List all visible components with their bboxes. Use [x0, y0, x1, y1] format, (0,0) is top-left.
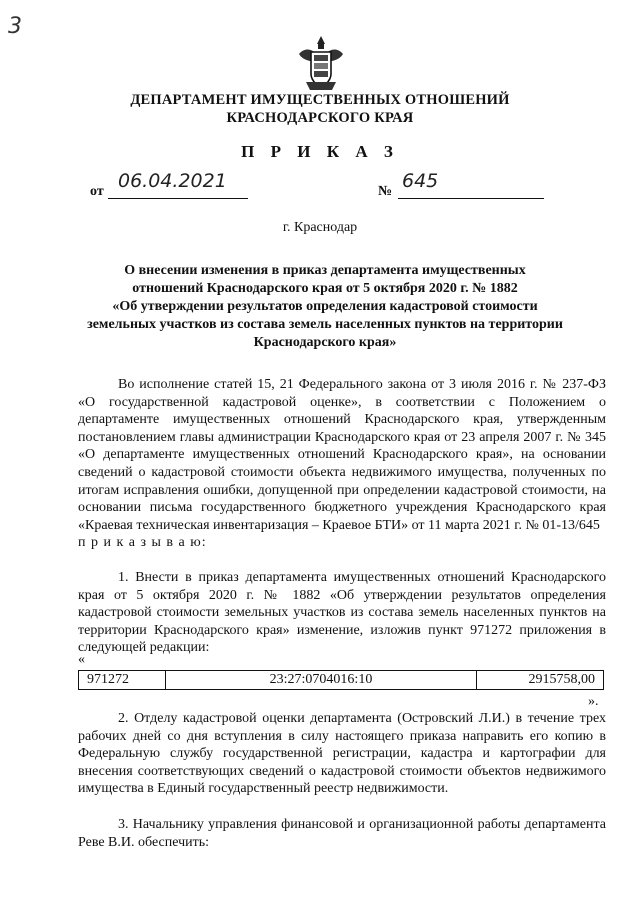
item-2-text: 2. Отделу кадастровой оценки департамента (Островский Л.И.) в течение трех рабочих дней со дня вступления в силу настоящего приказа направить его копию в Федеральную службу государственной регистрации, кадастра и картографии для внесения соответствующих сведений о кадастровой стоимости объектов недвижимого имущества в Единый государственный реестр недвижимости. — [78, 711, 606, 797]
quote-open: « — [78, 652, 85, 667]
order-date: 06.04.2021 — [118, 170, 227, 192]
table-row — [79, 671, 604, 690]
number-field — [398, 170, 544, 199]
cadastral-table — [78, 670, 604, 690]
department-name-line1: ДЕПАРТАМЕНТ ИМУЩЕСТВЕННЫХ ОТНОШЕНИЙ — [130, 92, 510, 108]
city: г. Краснодар — [282, 220, 358, 235]
preamble-block — [78, 376, 606, 552]
table-cell-cadastral: 23:27:0704016:10 — [166, 671, 477, 690]
order-word: п р и к а з ы в а ю: — [78, 535, 207, 551]
table-cell-number: 971272 — [79, 671, 166, 690]
coat-of-arms-icon — [296, 34, 346, 92]
order-number: 645 — [402, 170, 439, 192]
subject-line-3: «Об утверждении результатов определения кадастровой стоимости — [112, 299, 538, 314]
subject-line-2: отношений Краснодарского края от 5 октября 2020 г. № 1882 — [132, 281, 518, 296]
date-field — [108, 170, 248, 199]
subject-line-1: О внесении изменения в приказ департамента имущественных — [124, 263, 526, 278]
preamble: Во исполнение статей 15, 21 Федерального закона от 3 июля 2016 г. № 237-ФЗ «О государственной кадастровой оценке», в соответствии с Положением о департаменте имущественных отношений Краснодарского края, утвержденным постановлением главы администрации Краснодарского края от 23 апреля 2007 г. № 345 «О департаменте имущественных отношений Краснодарского края», на основании сведений о кадастровой стоимости объекта недвижимого имущества, полученных по итогам исправления ошибки, допущенной при определении кадастровой стоимости, на основании письма государственного бюджетного учреждения Краснодарского края «Краевая техническая инвентаризация – Краевое БТИ» от 11 марта 2021 г. № 01-13/645 — [78, 377, 606, 533]
item-1-text: 1. Внести в приказ департамента имущественных отношений Краснодарского края от 5 октября 2020 г. № 1882 «Об утверждении результатов определения кадастровой стоимости земельных участков из состава земель населенных пунктов на территории Краснодарского края» изменение, изложив пункт 971272 приложения в следующей редакции: — [78, 570, 606, 656]
item-3-text: 3. Начальнику управления финансовой и организационной работы департамента Реве В.И. обеспечить: — [78, 817, 606, 850]
table-cell-value: 2915758,00 — [477, 671, 604, 690]
date-label: от — [90, 184, 104, 199]
subject-line-4: земельных участков из состава земель населенных пунктов на территории — [87, 317, 563, 332]
subject-line-5: Краснодарского края» — [253, 335, 397, 350]
quote-close: ». — [588, 694, 599, 709]
item-1 — [78, 569, 606, 657]
number-label: № — [378, 184, 393, 199]
document-title: П Р И К А З — [241, 142, 399, 161]
item-3 — [78, 816, 606, 851]
item-2 — [78, 710, 606, 798]
department-name-line2: КРАСНОДАРСКОГО КРАЯ — [226, 110, 414, 126]
page-number: 3 — [8, 14, 22, 39]
